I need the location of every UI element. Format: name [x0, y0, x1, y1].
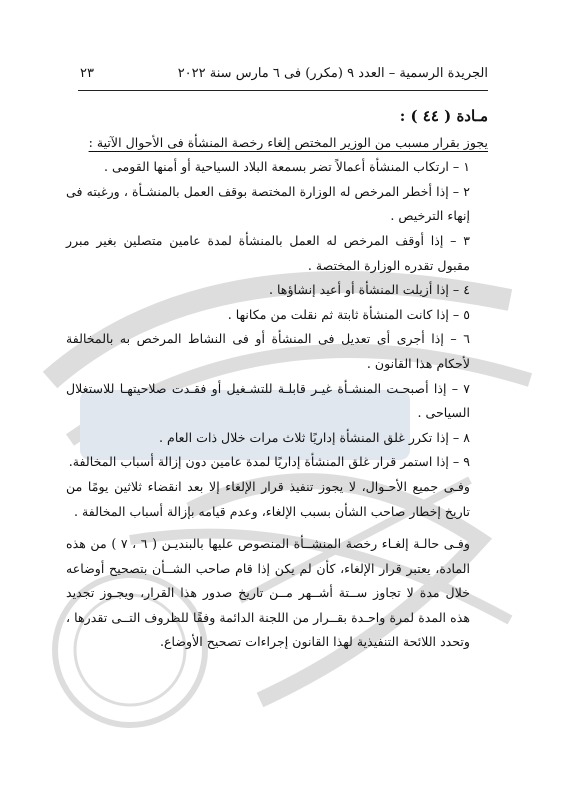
article-body — [66, 104, 488, 655]
article-item: ٧ – إذا أصبحـت المنشـأة غيـر قابلـة للتشـغيل أو فقـدت صلاحيتهـا للاستغلال السياحى . — [66, 380, 470, 421]
article-item: ٣ – إذا أوقف المرخص له العمل بالمنشأة لمدة عامين متصلين بغير مبرر مقبول تقدره الوزارة المختصة . — [66, 232, 470, 273]
page-number: ٢٣ — [80, 65, 94, 81]
article-item: ٢ – إذا أخطر المرخص له الوزارة المختصة بوقف العمل بالمنشـأة ، ورغبته فى إنهاء الترخيص . — [66, 183, 470, 224]
article-item: ١ – ارتكاب المنشأة أعمالاً تضر بسمعة البلاد السياحية أو أمنها القومى . — [104, 159, 470, 175]
article-item: ٤ – إذا أزيلت المنشأة أو أعيد إنشاؤها . — [268, 282, 470, 298]
article-title: مـادة ( ٤٤ ) : — [399, 107, 488, 125]
general-provision-paragraph: وفـى جميع الأحـوال، لا يجوز تنفيذ قرار الإلغاء إلا بعد انقضاء ثلاثين يومًا من تاريخ إخطار صاحب الشأن بسبب الإلغاء، وعدم قيامه بإزالة أسباب المخالفة . — [66, 478, 470, 519]
article-item: ٦ – إذا أجرى أى تعديل فى المنشأة أو فى النشاط المرخص به بالمخالفة لأحكام هذا القانون . — [66, 331, 470, 371]
article-item: ٨ – إذا تكرر غلق المنشأة إداريًا ثلاث مرات خلال ذات العام . — [159, 429, 470, 445]
article-item: ٥ – إذا كانت المنشأة ثابتة ثم نقلت من مكانها . — [227, 306, 470, 322]
article-item: ٩ – إذا استمر قرار غلق المنشأة إداريًا لمدة عامين دون إزالة أسباب المخالفة. — [68, 454, 470, 470]
header-divider — [78, 90, 488, 91]
publication-line: الجريدة الرسمية – العدد ٩ (مكرر) فى ٦ مارس سنة ٢٠٢٢ — [177, 65, 488, 81]
closing-paragraph: وفـى حالـة إلغـاء رخصة المنشــأة المنصوص عليها بالبنديـن ( ٦ ، ٧ ) من هذه المادة، يعتبر قرار الإلغاء، كأن لم يكن إذا قام صاحب الشــأن بتصحيح أوضاعه خلال مدة لا تجاوز ســتة أشــهر مــن تاريخ صدور هذا القرار، ويجـوز تجديد هذه المدة لمرة واحـدة بقــرار من اللجنة الدائمة وفقًا للظروف التــى تقدرها ، وتحدد اللائحة التنفيذية لهذا القانون إجراءات تصحيح الأوضاع. — [66, 536, 470, 650]
article-intro: يجوز بقرار مسبب من الوزير المختص إلغاء رخصة المنشأة فى الأحوال الآتية : — [88, 134, 488, 150]
page-header — [80, 62, 488, 84]
